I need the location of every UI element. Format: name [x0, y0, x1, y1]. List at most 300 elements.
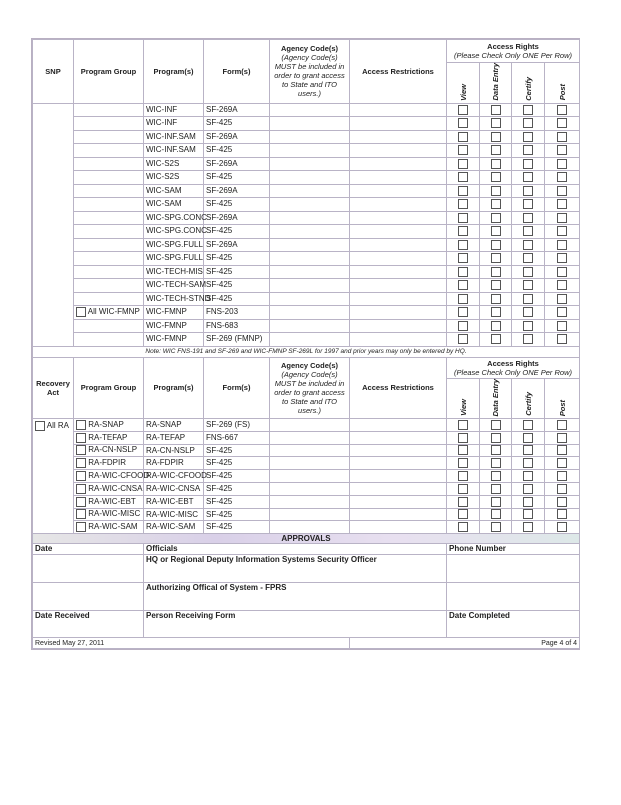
certify-checkbox[interactable]: [523, 294, 533, 304]
post-checkbox[interactable]: [557, 497, 567, 507]
view-checkbox[interactable]: [458, 132, 468, 142]
post-checkbox[interactable]: [557, 105, 567, 115]
agency-code-field[interactable]: [270, 431, 350, 444]
agency-code-field[interactable]: [270, 184, 350, 198]
certify-checkbox[interactable]: [523, 240, 533, 250]
col-certify: Certify: [523, 76, 533, 101]
access-restrictions-field[interactable]: [350, 130, 447, 144]
data-entry-checkbox[interactable]: [491, 445, 501, 455]
view-checkbox[interactable]: [458, 433, 468, 443]
program-group-checkbox[interactable]: [76, 522, 86, 532]
form-cell: SF-425: [204, 252, 270, 266]
certify-checkbox[interactable]: [523, 497, 533, 507]
phone-label: Phone Number: [447, 544, 580, 555]
program-group-label: RA-WIC-MISC: [88, 509, 141, 519]
form-cell: SF-425: [204, 444, 270, 457]
data-entry-checkbox[interactable]: [491, 484, 501, 494]
officials-label: Officials: [144, 544, 447, 555]
col-agency: [270, 40, 350, 104]
view-checkbox[interactable]: [458, 420, 468, 430]
post-checkbox[interactable]: [557, 186, 567, 196]
table-row: [33, 419, 580, 432]
col-forms: Form(s): [204, 357, 270, 419]
data-entry-checkbox[interactable]: [491, 294, 501, 304]
program-group-label: RA-WIC-CFOOD: [88, 471, 150, 481]
date-completed-field[interactable]: Date Completed: [447, 611, 580, 638]
access-restrictions-field[interactable]: [350, 238, 447, 252]
program-cell: WIC-INF.SAM: [144, 144, 204, 158]
view-checkbox[interactable]: [458, 509, 468, 519]
col-restrictions: Access Restrictions: [350, 357, 447, 419]
access-restrictions-field[interactable]: [350, 144, 447, 158]
view-checkbox[interactable]: [458, 334, 468, 344]
certify-checkbox[interactable]: [523, 471, 533, 481]
post-checkbox[interactable]: [557, 445, 567, 455]
view-checkbox[interactable]: [458, 445, 468, 455]
col-data-entry: Data Entry: [491, 378, 500, 417]
view-checkbox[interactable]: [458, 199, 468, 209]
access-restrictions-field[interactable]: [350, 103, 447, 117]
certify-checkbox[interactable]: [523, 522, 533, 532]
rights-title: Access Rights: [487, 42, 539, 51]
table-row: [33, 319, 580, 333]
form-cell: SF-425: [204, 457, 270, 470]
program-group-label: RA-WIC-SAM: [88, 522, 138, 532]
access-restrictions-field[interactable]: [350, 157, 447, 171]
agency-code-field[interactable]: [270, 211, 350, 225]
post-checkbox[interactable]: [557, 118, 567, 128]
data-entry-checkbox[interactable]: [491, 420, 501, 430]
col-access-rights: [447, 40, 580, 63]
table-row: [33, 171, 580, 185]
program-cell: WIC-SAM: [144, 198, 204, 212]
program-group-cell: [74, 419, 144, 432]
authorizing-phone-field[interactable]: [447, 583, 580, 611]
agency-code-field[interactable]: [270, 483, 350, 496]
agency-code-field[interactable]: [270, 319, 350, 333]
date-label: Date: [33, 544, 144, 555]
agency-code-field[interactable]: [270, 144, 350, 158]
header-row-ra: [33, 357, 580, 378]
program-group-label: RA-SNAP: [88, 419, 124, 429]
post-checkbox[interactable]: [557, 321, 567, 331]
certify-checkbox[interactable]: [523, 509, 533, 519]
form-cell: SF-425: [204, 144, 270, 158]
view-checkbox[interactable]: [458, 484, 468, 494]
agency-code-field[interactable]: [270, 419, 350, 432]
post-checkbox[interactable]: [557, 420, 567, 430]
certify-checkbox[interactable]: [523, 213, 533, 223]
certify-checkbox[interactable]: [523, 172, 533, 182]
form-cell: SF-425: [204, 171, 270, 185]
view-checkbox[interactable]: [458, 240, 468, 250]
access-restrictions-field[interactable]: [350, 431, 447, 444]
certify-checkbox[interactable]: [523, 118, 533, 128]
program-group-cell: [74, 333, 144, 347]
table-row: [33, 103, 580, 117]
program-group-cell: [74, 495, 144, 508]
access-restrictions-field[interactable]: [350, 419, 447, 432]
program-group-cell: [74, 238, 144, 252]
col-post: Post: [557, 84, 567, 101]
post-checkbox[interactable]: [557, 471, 567, 481]
authorizing-date-field[interactable]: [33, 583, 144, 611]
post-checkbox[interactable]: [557, 172, 567, 182]
form-cell: SF-425: [204, 483, 270, 496]
program-group-cell: [74, 184, 144, 198]
access-restrictions-field[interactable]: [350, 483, 447, 496]
data-entry-checkbox[interactable]: [491, 105, 501, 115]
access-restrictions-field[interactable]: [350, 292, 447, 306]
program-cell: RA-WIC-CNSA: [144, 483, 204, 496]
certify-checkbox[interactable]: [523, 145, 533, 155]
program-group-checkbox[interactable]: [76, 420, 86, 430]
all-ra-checkbox[interactable]: [35, 421, 45, 431]
access-restrictions-field[interactable]: [350, 306, 447, 320]
agency-title: Agency Code(s): [280, 360, 339, 370]
agency-code-field[interactable]: [270, 306, 350, 320]
post-checkbox[interactable]: [557, 159, 567, 169]
col-program-group: Program Group: [74, 357, 144, 419]
table-row: [33, 184, 580, 198]
form-cell: SF-269A: [204, 130, 270, 144]
view-checkbox[interactable]: [458, 145, 468, 155]
access-restrictions-field[interactable]: [350, 470, 447, 483]
view-checkbox[interactable]: [458, 307, 468, 317]
form-cell: SF-425: [204, 521, 270, 534]
certify-checkbox[interactable]: [523, 253, 533, 263]
table-row: [33, 457, 580, 470]
data-entry-checkbox[interactable]: [491, 280, 501, 290]
program-group-label: RA-WIC-CNSA: [88, 483, 143, 493]
data-entry-checkbox[interactable]: [491, 159, 501, 169]
program-group-checkbox[interactable]: [76, 497, 86, 507]
form-cell: SF-425: [204, 470, 270, 483]
program-cell: RA-CN-NSLP: [144, 444, 204, 457]
post-checkbox[interactable]: [557, 294, 567, 304]
agency-code-field[interactable]: [270, 444, 350, 457]
agency-code-field[interactable]: [270, 225, 350, 239]
form-cell: FNS-683: [204, 319, 270, 333]
form-cell: SF-269 (FMNP): [204, 333, 270, 347]
data-entry-checkbox[interactable]: [491, 433, 501, 443]
agency-code-field[interactable]: [270, 103, 350, 117]
program-group-cell: [74, 521, 144, 534]
access-restrictions-field[interactable]: [350, 171, 447, 185]
access-restrictions-field[interactable]: [350, 225, 447, 239]
data-entry-checkbox[interactable]: [491, 471, 501, 481]
agency-code-field[interactable]: [270, 292, 350, 306]
form-cell: SF-425: [204, 279, 270, 293]
authorizing-official-field[interactable]: Authorizing Offical of System - FPRS: [144, 583, 447, 611]
table-row: [33, 508, 580, 521]
view-checkbox[interactable]: [458, 497, 468, 507]
access-restrictions-field[interactable]: [350, 333, 447, 347]
program-cell: WIC-TECH-MIS: [144, 265, 204, 279]
col-recovery-act: Recovery Act: [33, 357, 74, 419]
certify-checkbox[interactable]: [523, 433, 533, 443]
agency-note: (Agency Code(s) MUST be included in order to grant access to State and ITO users.): [274, 53, 345, 99]
table-row: [33, 333, 580, 347]
view-checkbox[interactable]: [458, 172, 468, 182]
agency-code-field[interactable]: [270, 333, 350, 347]
post-checkbox[interactable]: [557, 458, 567, 468]
col-program-group: Program Group: [74, 40, 144, 104]
hq-officer-field[interactable]: HQ or Regional Deputy Information Systems Security Officer: [144, 555, 447, 583]
access-restrictions-field[interactable]: [350, 198, 447, 212]
view-checkbox[interactable]: [458, 267, 468, 277]
data-entry-checkbox[interactable]: [491, 172, 501, 182]
agency-code-field[interactable]: [270, 495, 350, 508]
certify-checkbox[interactable]: [523, 280, 533, 290]
view-checkbox[interactable]: [458, 118, 468, 128]
date-received-field[interactable]: Date Received: [33, 611, 144, 638]
agency-code-field[interactable]: [270, 508, 350, 521]
program-cell: WIC-SPG.CONC: [144, 211, 204, 225]
table-row: [33, 130, 580, 144]
program-group-checkbox[interactable]: [76, 458, 86, 468]
col-view: View: [458, 399, 468, 417]
certify-checkbox[interactable]: [523, 132, 533, 142]
post-checkbox[interactable]: [557, 226, 567, 236]
col-programs: Program(s): [144, 357, 204, 419]
form-cell: SF-425: [204, 292, 270, 306]
agency-code-field[interactable]: [270, 252, 350, 266]
view-checkbox[interactable]: [458, 522, 468, 532]
view-checkbox[interactable]: [458, 458, 468, 468]
data-entry-checkbox[interactable]: [491, 458, 501, 468]
program-cell: RA-WIC-MISC: [144, 508, 204, 521]
post-checkbox[interactable]: [557, 213, 567, 223]
table-row: [33, 198, 580, 212]
access-restrictions-field[interactable]: [350, 508, 447, 521]
program-group-label: RA-FDPIR: [88, 458, 127, 468]
access-restrictions-field[interactable]: [350, 457, 447, 470]
certify-checkbox[interactable]: [523, 321, 533, 331]
certify-checkbox[interactable]: [523, 199, 533, 209]
data-entry-checkbox[interactable]: [491, 145, 501, 155]
access-restrictions-field[interactable]: [350, 495, 447, 508]
table-row: [33, 444, 580, 457]
program-group-checkbox[interactable]: [76, 307, 86, 317]
view-checkbox[interactable]: [458, 253, 468, 263]
rights-note: (Please Check Only ONE Per Row): [454, 367, 572, 377]
program-group-cell: [74, 431, 144, 444]
program-cell: RA-WIC-EBT: [144, 495, 204, 508]
program-cell: WIC-FMNP: [144, 319, 204, 333]
data-entry-checkbox[interactable]: [491, 118, 501, 128]
table-row: [33, 521, 580, 534]
program-group-cell: [74, 157, 144, 171]
data-entry-checkbox[interactable]: [491, 497, 501, 507]
data-entry-checkbox[interactable]: [491, 253, 501, 263]
view-checkbox[interactable]: [458, 105, 468, 115]
program-group-checkbox[interactable]: [76, 433, 86, 443]
agency-code-field[interactable]: [270, 521, 350, 534]
program-group-cell: [74, 130, 144, 144]
program-group-cell: [74, 279, 144, 293]
program-group-cell: [74, 483, 144, 496]
agency-code-field[interactable]: [270, 117, 350, 131]
program-cell: WIC-FMNP: [144, 306, 204, 320]
program-cell: WIC-INF: [144, 117, 204, 131]
table-row: [33, 292, 580, 306]
data-entry-checkbox[interactable]: [491, 199, 501, 209]
access-restrictions-field[interactable]: [350, 184, 447, 198]
post-checkbox[interactable]: [557, 132, 567, 142]
agency-code-field[interactable]: [270, 279, 350, 293]
form-cell: FNS-203: [204, 306, 270, 320]
data-entry-checkbox[interactable]: [491, 240, 501, 250]
post-checkbox[interactable]: [557, 522, 567, 532]
certify-checkbox[interactable]: [523, 226, 533, 236]
program-cell: RA-FDPIR: [144, 457, 204, 470]
agency-code-field[interactable]: [270, 470, 350, 483]
access-restrictions-field[interactable]: [350, 211, 447, 225]
hq-phone-field[interactable]: [447, 555, 580, 583]
program-group-label: RA-CN-NSLP: [88, 445, 138, 455]
form-cell: SF-269A: [204, 211, 270, 225]
program-group-cell: [74, 198, 144, 212]
program-group-label: RA-WIC-EBT: [88, 496, 136, 506]
program-cell: WIC-SPG.CONC: [144, 225, 204, 239]
col-access-rights: [447, 357, 580, 378]
col-forms: Form(s): [204, 40, 270, 104]
program-cell: WIC-FMNP: [144, 333, 204, 347]
col-programs: Program(s): [144, 40, 204, 104]
form-cell: SF-425: [204, 508, 270, 521]
certify-checkbox[interactable]: [523, 267, 533, 277]
agency-code-field[interactable]: [270, 171, 350, 185]
post-checkbox[interactable]: [557, 509, 567, 519]
data-entry-checkbox[interactable]: [491, 334, 501, 344]
form-cell: SF-269A: [204, 103, 270, 117]
rights-title: Access Rights: [487, 358, 539, 368]
note: Note: WIC FNS-191 and SF-269 and WIC-FMNP SF-269L for 1997 and prior years may only be entered by HQ.: [33, 346, 580, 357]
agency-note: (Agency Code(s) MUST be included in order to grant access to State and ITO users.): [274, 369, 345, 415]
form-cell: SF-269A: [204, 157, 270, 171]
certify-checkbox[interactable]: [523, 484, 533, 494]
certify-checkbox[interactable]: [523, 420, 533, 430]
program-group-checkbox[interactable]: [76, 509, 86, 519]
table-row: [33, 225, 580, 239]
program-group-checkbox[interactable]: [76, 471, 86, 481]
access-restrictions-field[interactable]: [350, 252, 447, 266]
view-checkbox[interactable]: [458, 213, 468, 223]
data-entry-checkbox[interactable]: [491, 307, 501, 317]
post-checkbox[interactable]: [557, 145, 567, 155]
view-checkbox[interactable]: [458, 159, 468, 169]
access-restrictions-field[interactable]: [350, 265, 447, 279]
post-checkbox[interactable]: [557, 484, 567, 494]
program-group-cell: [74, 444, 144, 457]
access-restrictions-field[interactable]: [350, 279, 447, 293]
data-entry-checkbox[interactable]: [491, 226, 501, 236]
form-cell: SF-425: [204, 198, 270, 212]
access-restrictions-field[interactable]: [350, 521, 447, 534]
certify-checkbox[interactable]: [523, 445, 533, 455]
program-group-cell: [74, 292, 144, 306]
form-cell: SF-425: [204, 265, 270, 279]
form-cell: FNS-667: [204, 431, 270, 444]
agency-code-field[interactable]: [270, 457, 350, 470]
revised-date: Revised May 27, 2011: [33, 638, 350, 649]
program-group-checkbox[interactable]: [76, 445, 86, 455]
col-certify: Certify: [523, 392, 533, 417]
program-group-checkbox[interactable]: [76, 484, 86, 494]
all-ra-label: All RA: [46, 421, 70, 431]
data-entry-checkbox[interactable]: [491, 509, 501, 519]
access-restrictions-field[interactable]: [350, 444, 447, 457]
certify-checkbox[interactable]: [523, 307, 533, 317]
agency-code-field[interactable]: [270, 238, 350, 252]
col-restrictions: Access Restrictions: [350, 40, 447, 104]
access-restrictions-field[interactable]: [350, 319, 447, 333]
view-checkbox[interactable]: [458, 321, 468, 331]
agency-code-field[interactable]: [270, 198, 350, 212]
post-checkbox[interactable]: [557, 253, 567, 263]
program-cell: WIC-TECH-SAM: [144, 279, 204, 293]
program-group-cell: [74, 117, 144, 131]
table-row: [33, 495, 580, 508]
view-checkbox[interactable]: [458, 471, 468, 481]
all-ra-cell: [33, 419, 74, 534]
view-checkbox[interactable]: [458, 280, 468, 290]
approvals-title: APPROVALS: [33, 534, 580, 544]
post-checkbox[interactable]: [557, 307, 567, 317]
post-checkbox[interactable]: [557, 334, 567, 344]
program-group-cell: [74, 470, 150, 483]
post-checkbox[interactable]: [557, 267, 567, 277]
certify-checkbox[interactable]: [523, 105, 533, 115]
program-cell: WIC-SAM: [144, 184, 204, 198]
hq-date-field[interactable]: [33, 555, 144, 583]
col-data-entry: Data Entry: [491, 63, 500, 101]
post-checkbox[interactable]: [557, 199, 567, 209]
agency-code-field[interactable]: [270, 130, 350, 144]
form-cell: SF-269A: [204, 184, 270, 198]
program-group-cell: [74, 265, 144, 279]
view-checkbox[interactable]: [458, 294, 468, 304]
agency-code-field[interactable]: [270, 265, 350, 279]
data-entry-checkbox[interactable]: [491, 132, 501, 142]
agency-code-field[interactable]: [270, 157, 350, 171]
data-entry-checkbox[interactable]: [491, 213, 501, 223]
person-receiving-field[interactable]: Person Receiving Form: [144, 611, 447, 638]
post-checkbox[interactable]: [557, 280, 567, 290]
certify-checkbox[interactable]: [523, 334, 533, 344]
data-entry-checkbox[interactable]: [491, 186, 501, 196]
certify-checkbox[interactable]: [523, 458, 533, 468]
rights-note: (Please Check Only ONE Per Row): [454, 51, 572, 60]
view-checkbox[interactable]: [458, 226, 468, 236]
data-entry-checkbox[interactable]: [491, 321, 501, 331]
data-entry-checkbox[interactable]: [491, 267, 501, 277]
program-group-label: All WIC-FMNP: [87, 307, 140, 317]
form-cell: SF-425: [204, 225, 270, 239]
access-table: [32, 39, 580, 649]
post-checkbox[interactable]: [557, 240, 567, 250]
access-restrictions-field[interactable]: [350, 117, 447, 131]
post-checkbox[interactable]: [557, 433, 567, 443]
program-cell: WIC-SPG.FULL: [144, 252, 204, 266]
view-checkbox[interactable]: [458, 186, 468, 196]
table-row: [33, 279, 580, 293]
col-agency: [270, 357, 350, 419]
certify-checkbox[interactable]: [523, 186, 533, 196]
data-entry-checkbox[interactable]: [491, 522, 501, 532]
certify-checkbox[interactable]: [523, 159, 533, 169]
